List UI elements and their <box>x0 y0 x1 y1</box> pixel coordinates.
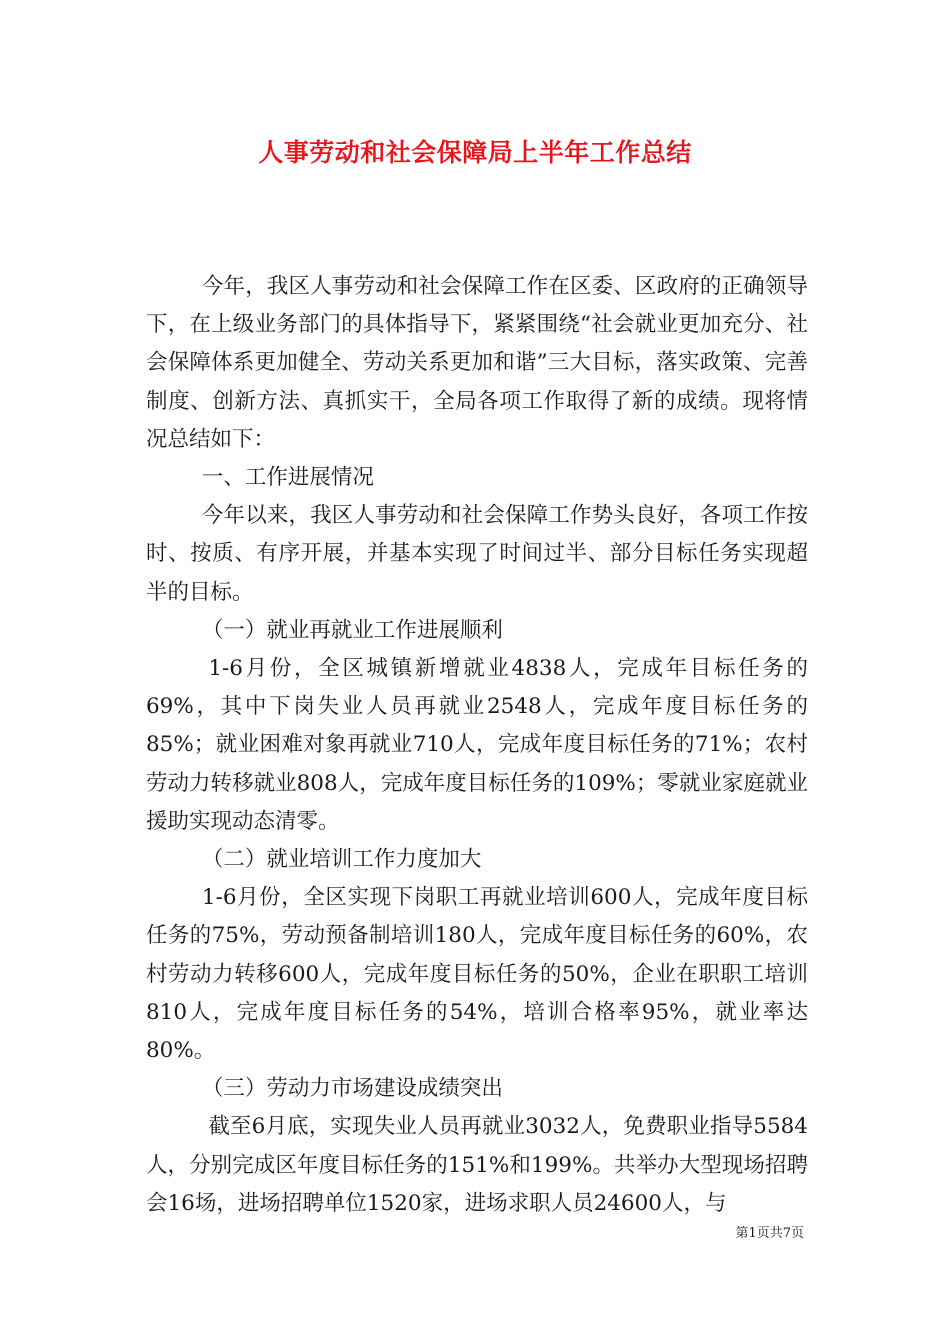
intro-paragraph: 今年，我区人事劳动和社会保障工作在区委、区政府的正确领导下，在上级业务部门的具体指导下，紧紧围绕“社会就业更加充分、社会保障体系更加健全、劳动关系更加和谐”三大目标，落实政策、完善制度、创新方法、真抓实干，全局各项工作取得了新的成绩。现将情况总结如下： <box>146 274 808 452</box>
document-body <box>146 268 808 1223</box>
subsection-heading-2: （二）就业培训工作力度加大 <box>201 847 482 873</box>
subsection-3-paragraph: 截至6月底，实现失业人员再就业3032人，免费职业指导5584人，分别完成区年度目标任务的151%和199%。共举办大型现场招聘会16场，进场招聘单位1520家，进场求职人员24600人，与 <box>146 1114 808 1216</box>
subsection-2-paragraph: 1-6月份，全区实现下岗职工再就业培训600人，完成年度目标任务的75%，劳动预备制培训180人，完成年度目标任务的60%，农村劳动力转移600人，完成年度目标任务的50%，企业在职职工培训810人，完成年度目标任务的54%，培训合格率95%，就业率达80%。 <box>146 885 808 1064</box>
page-number: 第1页共7页 <box>735 1226 804 1241</box>
subsection-1-paragraph: 1-6月份，全区城镇新增就业4838人，完成年目标任务的69%，其中下岗失业人员再就业2548人，完成年度目标任务的85%；就业困难对象再就业710人，完成年度目标任务的71%；农村劳动力转移就业808人，完成年度目标任务的109%；零就业家庭就业援助实现动态清零。 <box>146 656 808 834</box>
document-title: 人事劳动和社会保障局上半年工作总结 <box>258 138 692 167</box>
subsection-heading-1: （一）就业再就业工作进展顺利 <box>201 617 503 643</box>
section-1-paragraph: 今年以来，我区人事劳动和社会保障工作势头良好，各项工作按时、按质、有序开展，并基本实现了时间过半、部分目标任务实现超半的目标。 <box>146 503 808 605</box>
subsection-heading-3: （三）劳动力市场建设成绩突出 <box>201 1076 503 1102</box>
section-heading-1: 一、工作进展情况 <box>201 465 374 491</box>
